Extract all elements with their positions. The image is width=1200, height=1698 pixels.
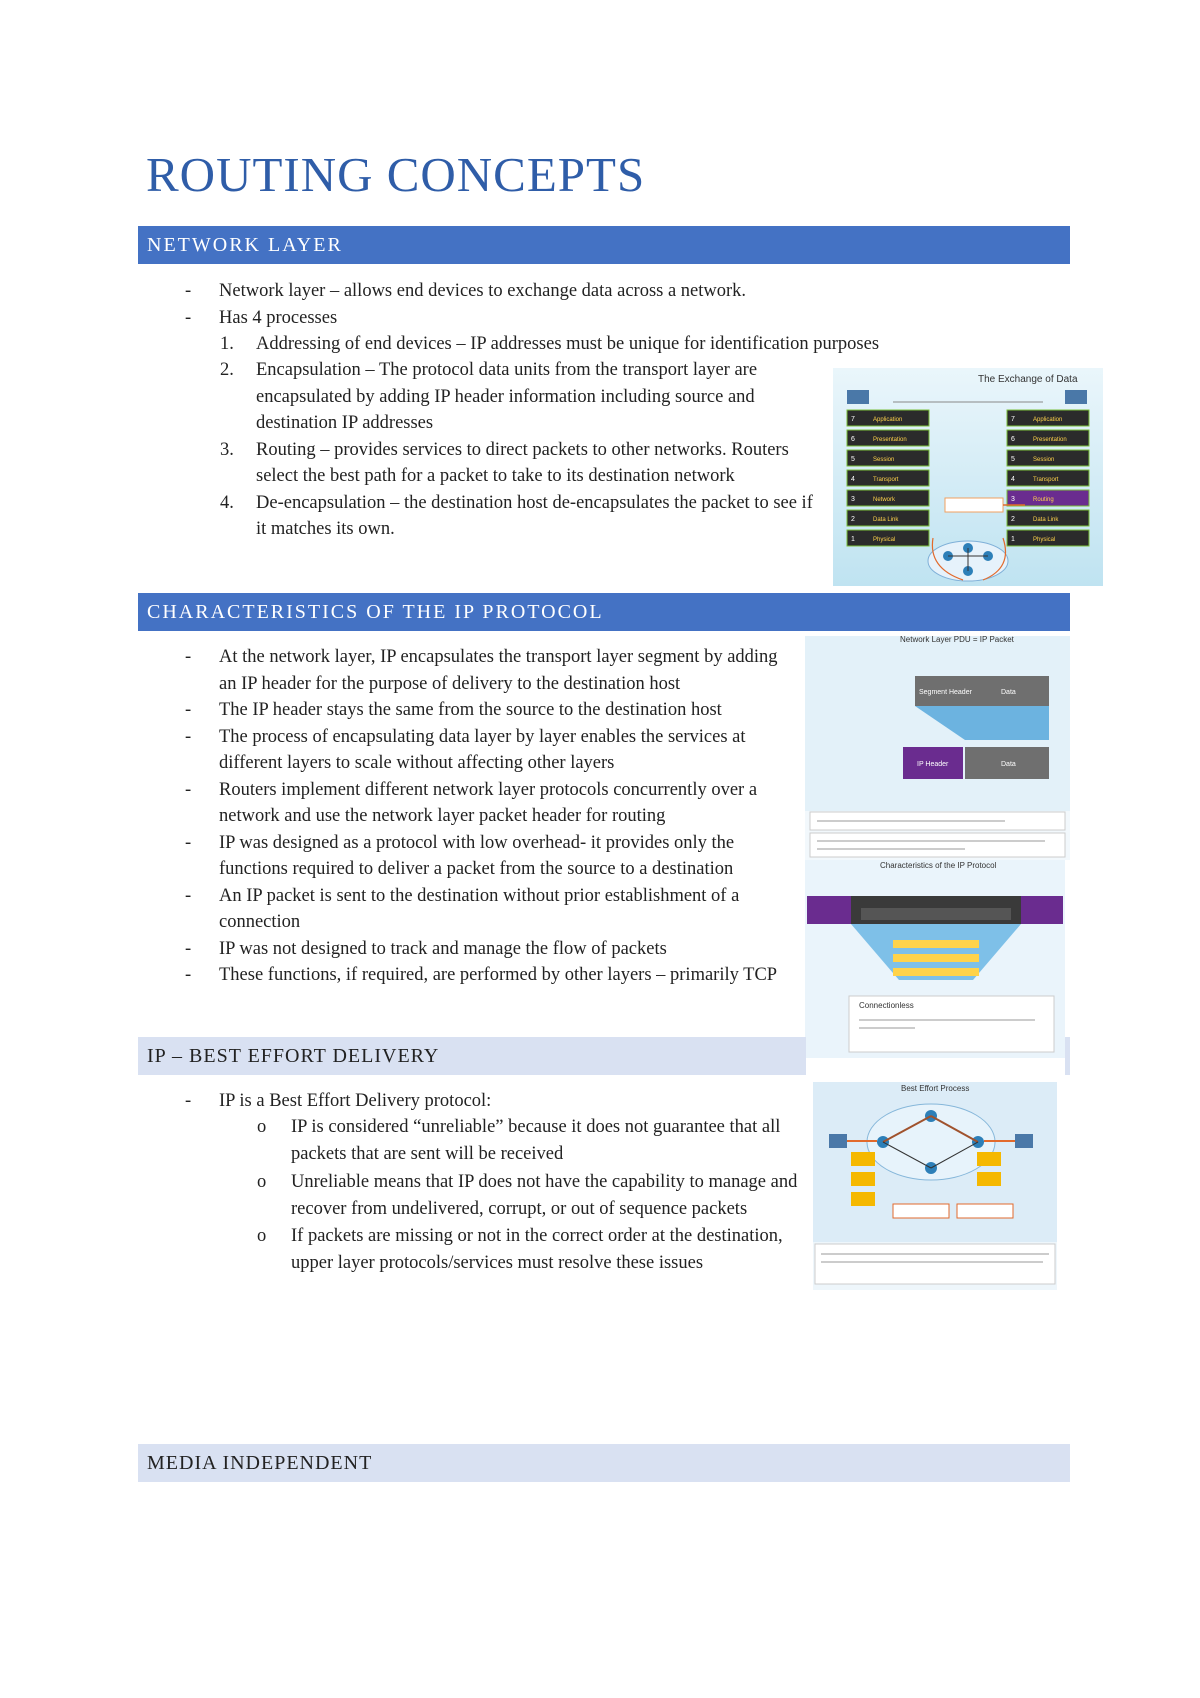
- layer-number: 3: [1011, 496, 1015, 503]
- network-layer-bullets: [185, 278, 959, 331]
- list-item: - The IP header stays the same from the source to the destination host: [185, 700, 722, 720]
- layer-number: 7: [1011, 416, 1015, 423]
- best-effort-process-figure: [813, 1082, 1057, 1290]
- section-heading-media-independent: MEDIA INDEPENDENT: [138, 1444, 1070, 1482]
- connectionless-label: Connectionless: [859, 1001, 914, 1010]
- best-effort-subbullets: [257, 1114, 801, 1278]
- list-item: - The process of encapsulating data layer by layer enables the services at different layers to scale without affecting other layers: [185, 726, 746, 773]
- layer-label: Application: [1033, 417, 1063, 423]
- list-item: 4. De-encapsulation – the destination host de-encapsulates the packet to see if it matches its own.: [220, 492, 813, 539]
- page-title: ROUTING CONCEPTS: [146, 147, 646, 202]
- layer-number: 2: [1011, 516, 1015, 523]
- list-item: - At the network layer, IP encapsulates the transport layer segment by adding an IP header for the purpose of delivery to the destination host: [185, 647, 778, 694]
- list-item: o Unreliable means that IP does not have the capability to manage and recover from undelivered, corrupt, or out of sequence packets: [257, 1171, 798, 1219]
- data-label: Data: [1001, 689, 1016, 696]
- layer-label: Session: [873, 457, 895, 463]
- right-layer-stack: [1007, 410, 1089, 546]
- ip-characteristics-figure: [805, 860, 1065, 1058]
- list-item: - Network layer – allows end devices to exchange data across a network.: [185, 281, 747, 301]
- layer-label: Data Link: [873, 517, 899, 523]
- best-effort-bullet: - IP is a Best Effort Delivery protocol:: [185, 1091, 492, 1111]
- layer-number: 2: [851, 516, 855, 523]
- network-layer-numbered-item-1: 1. Addressing of end devices – IP addresses must be unique for identification purposes: [220, 334, 880, 354]
- layer-number: 7: [851, 416, 855, 423]
- layer-number: 4: [851, 476, 855, 483]
- list-item: o IP is considered “unreliable” because it does not guarantee that all packets that are sent will be received: [257, 1117, 781, 1165]
- layer-number: 6: [1011, 436, 1015, 443]
- layer-number: 6: [851, 436, 855, 443]
- heading-band-end: [1065, 1037, 1070, 1075]
- list-item: - IP was designed as a protocol with low overhead- it provides only the functions required to deliver a packet from the source to a destination: [185, 832, 735, 879]
- layer-label: Physical: [1033, 537, 1056, 543]
- figure-title: Characteristics of the IP Protocol: [880, 861, 997, 870]
- exchange-of-data-figure: [833, 368, 1103, 586]
- ip-pdu-figure: [805, 636, 1070, 860]
- list-item: - IP was not designed to track and manage the flow of packets: [185, 938, 667, 959]
- figure-title: The Exchange of Data: [978, 374, 1078, 385]
- svg-text:Data: Data: [1001, 761, 1016, 768]
- layer-label: Physical: [873, 537, 896, 543]
- figure-title: Best Effort Process: [901, 1084, 970, 1093]
- figure-title: Network Layer PDU = IP Packet: [900, 636, 1014, 644]
- list-item: - An IP packet is sent to the destination without prior establishment of a connection: [185, 885, 740, 932]
- section-heading-best-effort: IP – BEST EFFORT DELIVERY: [138, 1037, 806, 1075]
- layer-label: Application: [873, 417, 903, 423]
- layer-label: Data Link: [1033, 517, 1059, 523]
- list-item: - Has 4 processes: [185, 307, 338, 328]
- layer-number: 1: [851, 536, 855, 543]
- list-item: - Routers implement different network layer protocols concurrently over a network and use the network layer packet header for routing: [185, 779, 758, 826]
- segment-header-label: Segment Header: [919, 689, 972, 696]
- layer-label: Presentation: [1033, 437, 1067, 443]
- layer-label: Transport: [1033, 477, 1059, 483]
- ip-header-label: IP Header: [917, 761, 949, 768]
- list-item: - These functions, if required, are performed by other layers – primarily TCP: [185, 965, 778, 985]
- layer-label: Routing: [1033, 497, 1054, 503]
- layer-label: Presentation: [873, 437, 907, 443]
- layer-number: 5: [1011, 456, 1015, 463]
- layer-label: Transport: [873, 477, 899, 483]
- list-item: 2. Encapsulation – The protocol data units from the transport layer are encapsulated by adding IP header information including source and destination IP addresses: [220, 360, 758, 433]
- network-layer-numbered-items: [220, 357, 816, 543]
- layer-number: 4: [1011, 476, 1015, 483]
- layer-label: Network: [873, 497, 896, 503]
- layer-number: 5: [851, 456, 855, 463]
- list-item: o If packets are missing or not in the correct order at the destination, upper layer protocols/services must resolve these issues: [257, 1226, 783, 1274]
- layer-label: Session: [1033, 457, 1055, 463]
- list-item: 3. Routing – provides services to direct packets to other networks. Routers select the best path for a packet to take to its destination network: [220, 439, 789, 486]
- layer-number: 3: [851, 496, 855, 503]
- section-heading-network-layer: NETWORK LAYER: [138, 226, 1070, 264]
- layer-number: 1: [1011, 536, 1015, 543]
- ip-characteristics-bullets: [185, 644, 794, 989]
- section-heading-ip-characteristics: CHARACTERISTICS OF THE IP PROTOCOL: [138, 593, 1070, 631]
- left-layer-stack: [847, 410, 929, 546]
